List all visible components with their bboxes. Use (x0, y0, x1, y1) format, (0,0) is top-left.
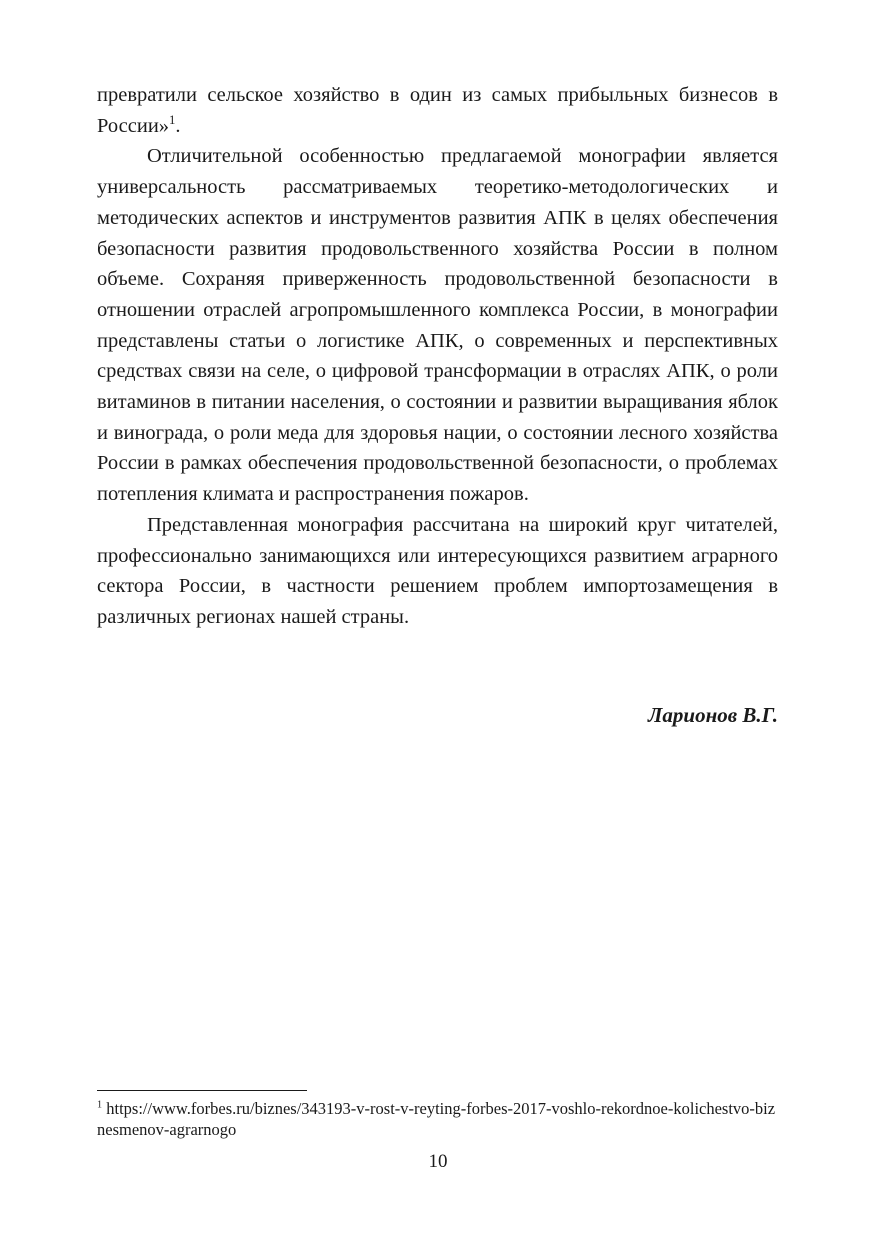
paragraph-3: Представленная монография рассчитана на широкий круг читателей, профессионально занимающихся или интересующихся развитием аграрного сектора России, в частности решением проблем импортозамещения в различных регионах нашей страны. (97, 513, 778, 628)
footnote-url[interactable]: https://www.forbes.ru/biznes/343193-v-rost-v-reyting-forbes-2017-voshlo-rekordnoe-kolichestvo-biznesmenov-agrarnogo (97, 1099, 776, 1139)
footnote-divider (97, 1090, 307, 1091)
page-number: 10 (428, 1151, 448, 1172)
author-signature: Ларионов В.Г. (648, 703, 778, 727)
paragraph-1-end: . (175, 114, 181, 137)
paragraph-1-text: превратили сельское хозяйство в один из самых прибыльных бизнесов в России» (97, 84, 778, 137)
footnote (97, 1098, 778, 1140)
body-text (97, 80, 778, 633)
paragraph-2: Отличительной особенностью предлагаемой монографии является универсальность рассматриваемых теоретико-методологических и методических аспектов и инструментов развития АПК в целях обеспечения безопасности развития продовольственного хозяйства России в полном объеме. Сохраняя приверженность продовольственной безопасности в отношении отраслей агропромышленного комплекса России, в монографии представлены статьи о логистике АПК, о современных и перспективных средствах связи на селе, о цифровой трансформации в отраслях АПК, о роли витаминов в питании населения, о состоянии и развитии выращивания яблок и винограда, о роли меда для здоровья нации, о состоянии лесного хозяйства России в рамках обеспечения продовольственной безопасности, о проблемах потепления климата и распространения пожаров. (97, 145, 778, 506)
footnote-reference[interactable]: 1 (169, 112, 176, 127)
footnote-marker: 1 (97, 1099, 103, 1111)
paragraph-1 (97, 80, 778, 141)
